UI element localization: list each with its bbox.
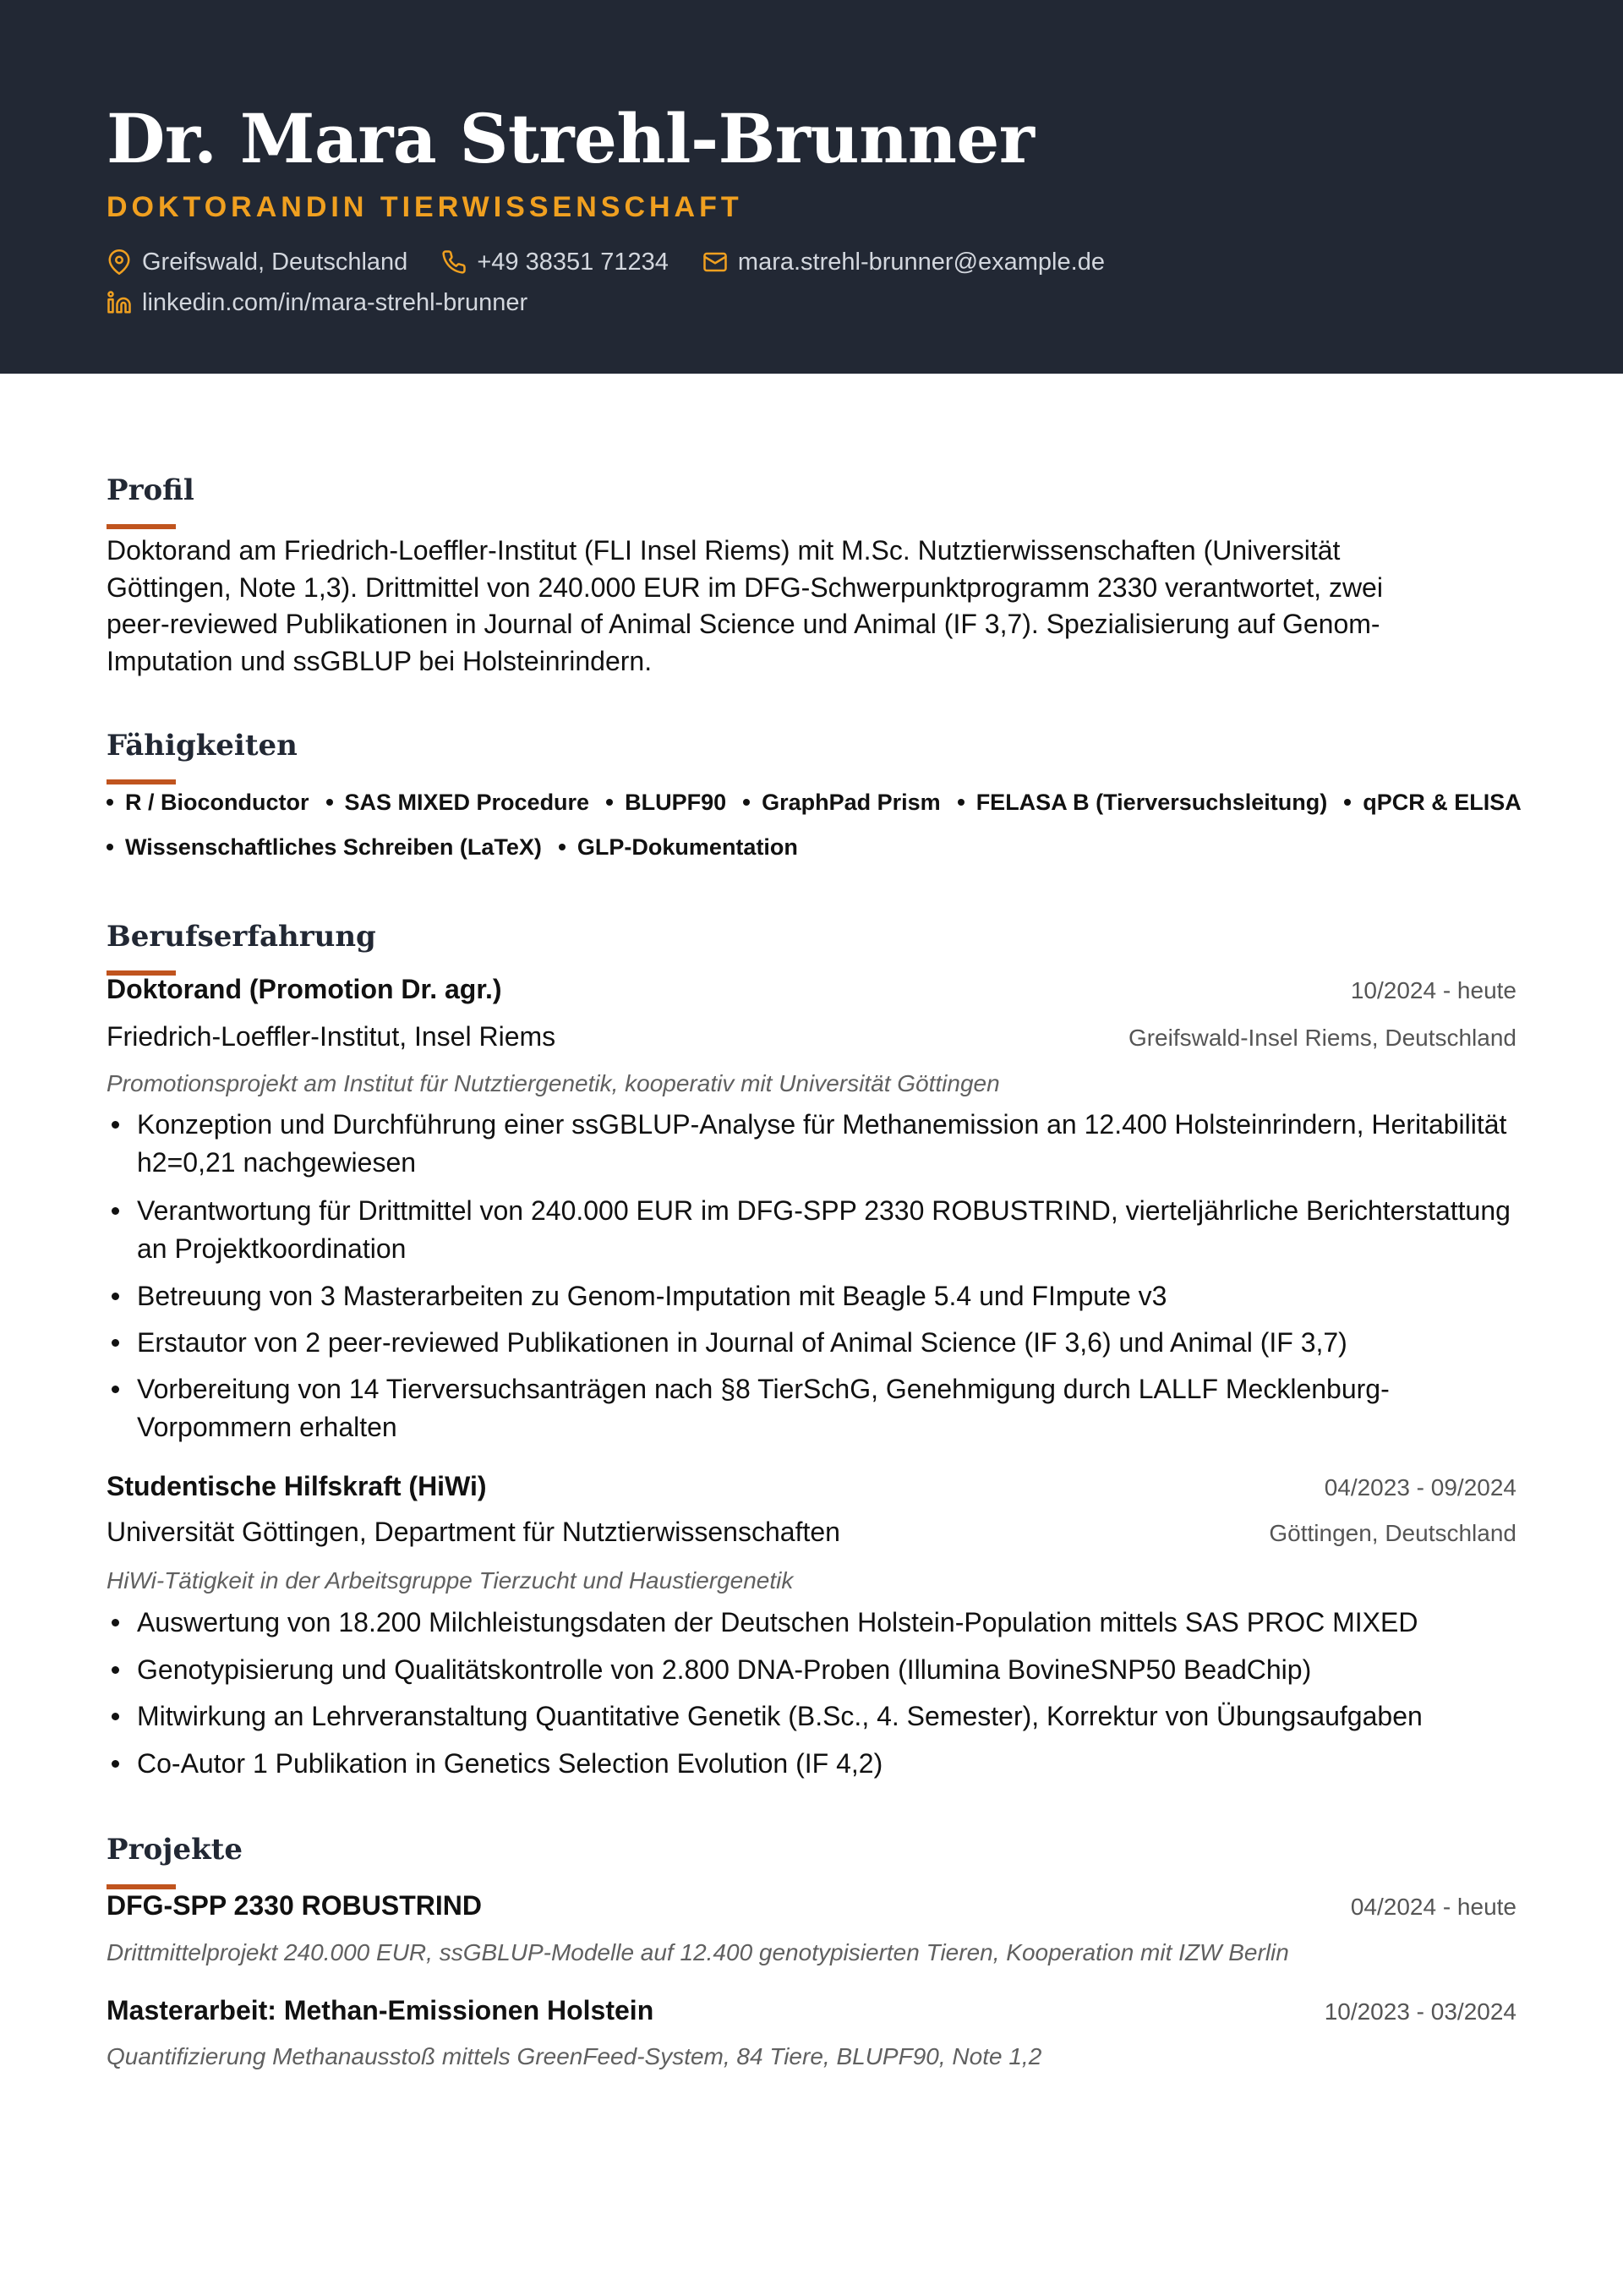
section-title-experience: Berufserfahrung xyxy=(107,920,376,954)
skill-label: Wissenschaftliches Schreiben (LaTeX) xyxy=(125,834,542,860)
project-description: Quantifizierung Methanausstoß mittels GreenFeed-System, 84 Tiere, BLUPF90, Note 1,2 xyxy=(107,2043,1042,2069)
job-header xyxy=(107,1471,1516,1502)
job-location: Greifswald-Insel Riems, Deutschland xyxy=(1128,1025,1516,1051)
resume-name: Dr. Mara Strehl-Brunner xyxy=(107,99,1035,178)
bullet-line: Genotypisierung und Qualitätskontrolle von 2.800 DNA-Proben (Illumina BovineSNP50 BeadChip) xyxy=(137,1654,1312,1685)
list-item xyxy=(107,1370,1527,1446)
bullet-line: Co-Autor 1 Publikation in Genetics Selection Evolution (IF 4,2) xyxy=(137,1748,883,1779)
profile-line: peer-reviewed Publikationen in Journal of Animal Science und Animal (IF 3,7). Spezialisierung auf Genom- xyxy=(107,609,1380,639)
project-header xyxy=(107,1890,1516,1922)
project-title: Masterarbeit: Methan-Emissionen Holstein xyxy=(107,1995,654,2025)
skill-item xyxy=(958,790,1328,816)
profile-line: Doktorand am Friedrich-Loeffler-Institut (FLI Insel Riems) mit M.Sc. Nutztierwissenschaften (Universität xyxy=(107,535,1341,566)
list-item xyxy=(107,1697,1527,1736)
list-item xyxy=(107,1651,1527,1689)
skill-item xyxy=(606,790,726,816)
bullet-dot xyxy=(112,1713,119,1720)
bullet-dot xyxy=(1344,799,1351,806)
bullet-dot xyxy=(112,1386,119,1393)
bullet-dot xyxy=(112,1619,119,1626)
job-employer-row xyxy=(107,1517,1516,1548)
job-title: Studentische Hilfskraft (HiWi) xyxy=(107,1471,487,1501)
phone-text: +49 38351 71234 xyxy=(477,248,669,276)
project-header xyxy=(107,1995,1516,2026)
phone-icon xyxy=(441,249,467,275)
bullet-dot xyxy=(559,844,566,850)
project-date: 10/2023 - 03/2024 xyxy=(1324,1998,1516,2025)
bullet-dot xyxy=(606,799,613,806)
job-title: Doktorand (Promotion Dr. agr.) xyxy=(107,974,502,1004)
contact-row-2 xyxy=(107,286,561,320)
section-underline xyxy=(107,524,176,529)
bullet-line: Auswertung von 18.200 Milchleistungsdaten der Deutschen Holstein-Population mittels SAS PROC MIXED xyxy=(137,1607,1418,1637)
bullet-line: Vorbereitung von 14 Tierversuchsanträgen nach §8 TierSchG, Genehmigung durch LALLF Mecklenburg- xyxy=(137,1374,1390,1404)
list-item xyxy=(107,1745,1527,1783)
resume-header xyxy=(0,0,1623,374)
contact-linkedin[interactable] xyxy=(107,289,527,317)
list-item xyxy=(107,1106,1527,1182)
list-item xyxy=(107,1277,1527,1315)
list-item xyxy=(107,1604,1527,1642)
job-employer: Universität Göttingen, Department für Nutztierwissenschaften xyxy=(107,1517,840,1547)
map-pin-icon xyxy=(107,249,132,275)
linkedin-icon xyxy=(107,290,132,315)
bullet-line: Betreuung von 3 Masterarbeiten zu Genom-Imputation mit Beagle 5.4 und FImpute v3 xyxy=(137,1281,1167,1311)
skill-label: FELASA B (Tierversuchsleitung) xyxy=(975,789,1328,815)
bullet-dot xyxy=(112,1666,119,1674)
job-date: 04/2023 - 09/2024 xyxy=(1324,1474,1516,1501)
location-text: Greifswald, Deutschland xyxy=(142,248,408,276)
contact-email[interactable] xyxy=(702,249,1105,276)
skill-label: qPCR & ELISA xyxy=(1363,789,1522,815)
skills-row xyxy=(107,787,1538,817)
bullet-line: an Projektkoordination xyxy=(137,1233,407,1264)
resume-subtitle: DOKTORANDIN TIERWISSENSCHAFT xyxy=(107,191,743,223)
project-date: 04/2024 - heute xyxy=(1350,1894,1516,1920)
project-title: DFG-SPP 2330 ROBUSTRIND xyxy=(107,1890,482,1921)
bullet-dot xyxy=(112,1293,119,1300)
profile-line: Göttingen, Note 1,3). Drittmittel von 240.000 EUR im DFG-Schwerpunktprogramm 2330 verantwortet, zwei xyxy=(107,571,1383,603)
bullet-dot xyxy=(112,1760,119,1768)
profile-text xyxy=(107,533,1527,680)
skill-item xyxy=(559,834,798,861)
bullet-line: Mitwirkung an Lehrveranstaltung Quantitative Genetik (B.Sc., 4. Semester), Korrektur von Übungsaufgaben xyxy=(137,1701,1423,1731)
list-item xyxy=(107,1192,1527,1268)
section-title-profil: Profil xyxy=(107,473,194,507)
section-underline xyxy=(107,1884,176,1889)
bullet-dot xyxy=(958,799,965,806)
bullet-line: Vorpommern erhalten xyxy=(137,1412,397,1442)
skills-row xyxy=(107,832,815,862)
bullet-line: h2=0,21 nachgewiesen xyxy=(137,1147,417,1178)
skill-label: GLP-Dokumentation xyxy=(577,834,798,860)
bullet-dot xyxy=(112,1207,119,1215)
section-title-skills: Fähigkeiten xyxy=(107,729,298,763)
bullet-dot xyxy=(326,799,333,806)
skill-item xyxy=(743,790,941,816)
contact-phone[interactable] xyxy=(441,249,669,276)
bullet-dot xyxy=(112,1121,119,1129)
bullet-dot xyxy=(743,799,750,806)
job-employer-row xyxy=(107,1021,1516,1052)
skill-label: SAS MIXED Procedure xyxy=(344,789,590,815)
contact-row xyxy=(107,245,1139,279)
job-location: Göttingen, Deutschland xyxy=(1269,1520,1516,1546)
skill-label: BLUPF90 xyxy=(625,789,727,815)
bullet-dot xyxy=(107,799,113,806)
job-description: Promotionsprojekt am Institut für Nutztiergenetik, kooperativ mit Universität Göttingen xyxy=(107,1070,1000,1096)
email-text: mara.strehl-brunner@example.de xyxy=(737,248,1105,276)
skill-item xyxy=(107,834,542,861)
bullet-line: Verantwortung für Drittmittel von 240.000 EUR im DFG-SPP 2330 ROBUSTRIND, vierteljährliche Berichterstattung xyxy=(137,1195,1511,1226)
list-item xyxy=(107,1324,1527,1362)
job-header xyxy=(107,974,1516,1005)
skill-item xyxy=(326,790,590,816)
section-title-projects: Projekte xyxy=(107,1833,243,1867)
bullet-line: Erstautor von 2 peer-reviewed Publikationen in Journal of Animal Science (IF 3,6) und Animal (IF 3,7) xyxy=(137,1327,1347,1358)
skill-item xyxy=(107,790,309,816)
project-description: Drittmittelprojekt 240.000 EUR, ssGBLUP-Modelle auf 12.400 genotypisierten Tieren, Kooperation mit IZW Berlin xyxy=(107,1939,1289,1965)
job-date: 10/2024 - heute xyxy=(1350,977,1516,1003)
skill-label: GraphPad Prism xyxy=(762,789,941,815)
job-employer: Friedrich-Loeffler-Institut, Insel Riems xyxy=(107,1021,556,1052)
skill-label: R / Bioconductor xyxy=(125,789,309,815)
bullet-dot xyxy=(112,1339,119,1347)
skill-item xyxy=(1344,790,1522,816)
mail-icon xyxy=(702,249,728,275)
linkedin-text: linkedin.com/in/mara-strehl-brunner xyxy=(142,288,528,316)
bullet-line: Konzeption und Durchführung einer ssGBLUP-Analyse für Methanemission an 12.400 Holsteinrindern, Heritabilität xyxy=(137,1109,1507,1140)
bullet-dot xyxy=(107,844,113,850)
job-description: HiWi-Tätigkeit in der Arbeitsgruppe Tierzucht und Haustiergenetik xyxy=(107,1567,794,1594)
contact-location xyxy=(107,249,407,276)
profile-line: Imputation und ssGBLUP bei Holsteinrindern. xyxy=(107,645,653,676)
section-underline xyxy=(107,779,176,784)
